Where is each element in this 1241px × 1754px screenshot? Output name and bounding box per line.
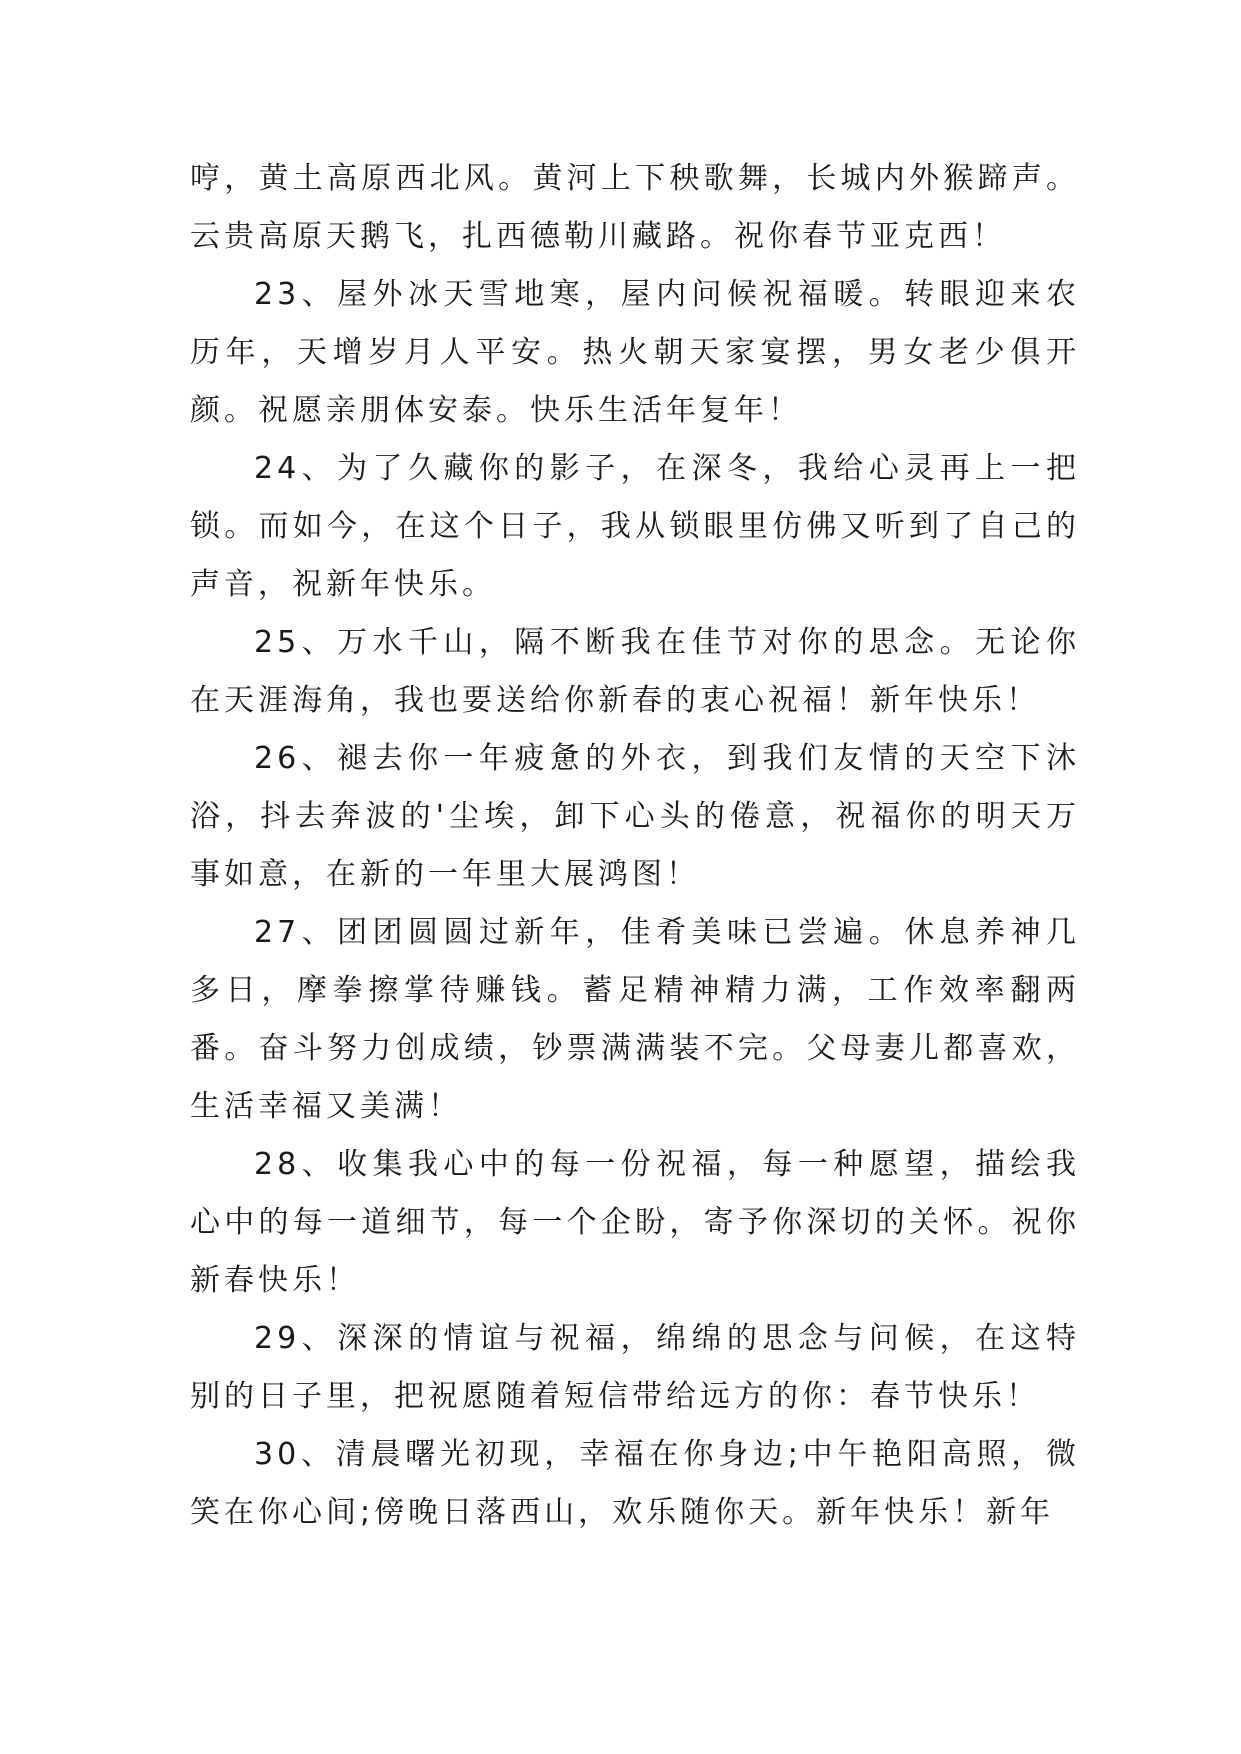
paragraph-29: 29、深深的情谊与祝福，绵绵的思念与问候，在这特别的日子里，把祝愿随着短信带给远方的你：春节快乐！ xyxy=(190,1321,1080,1414)
document-body xyxy=(190,150,1080,1542)
paragraph-continuation: 哼，黄土高原西北风。黄河上下秧歌舞，长城内外猴蹄声。云贵高原天鹅飞，扎西德勒川藏路。祝你春节亚克西！ xyxy=(190,161,1080,254)
paragraph-23: 23、屋外冰天雪地寒，屋内问候祝福暖。转眼迎来农历年，天增岁月人平安。热火朝天家宴摆，男女老少俱开颜。祝愿亲朋体安泰。快乐生活年复年！ xyxy=(190,277,1080,428)
paragraph-30: 30、清晨曙光初现，幸福在你身边;中午艳阳高照，微笑在你心间;傍晚日落西山，欢乐随你天。新年快乐！新年 xyxy=(190,1437,1080,1530)
paragraph-28: 28、收集我心中的每一份祝福，每一种愿望，描绘我心中的每一道细节，每一个企盼，寄予你深切的关怀。祝你新春快乐！ xyxy=(190,1147,1080,1298)
paragraph-27: 27、团团圆圆过新年，佳肴美味已尝遍。休息养神几多日，摩拳擦掌待赚钱。蓄足精神精力满，工作效率翻两番。奋斗努力创成绩，钞票满满装不完。父母妻儿都喜欢，生活幸福又美满！ xyxy=(190,915,1080,1124)
paragraph-26: 26、褪去你一年疲惫的外衣，到我们友情的天空下沐浴，抖去奔波的'尘埃，卸下心头的倦意，祝福你的明天万事如意，在新的一年里大展鸿图！ xyxy=(190,741,1080,892)
paragraph-24: 24、为了久藏你的影子，在深冬，我给心灵再上一把锁。而如今，在这个日子，我从锁眼里仿佛又听到了自己的声音，祝新年快乐。 xyxy=(190,451,1080,602)
paragraph-25: 25、万水千山，隔不断我在佳节对你的思念。无论你在天涯海角，我也要送给你新春的衷心祝福！新年快乐！ xyxy=(190,625,1080,718)
